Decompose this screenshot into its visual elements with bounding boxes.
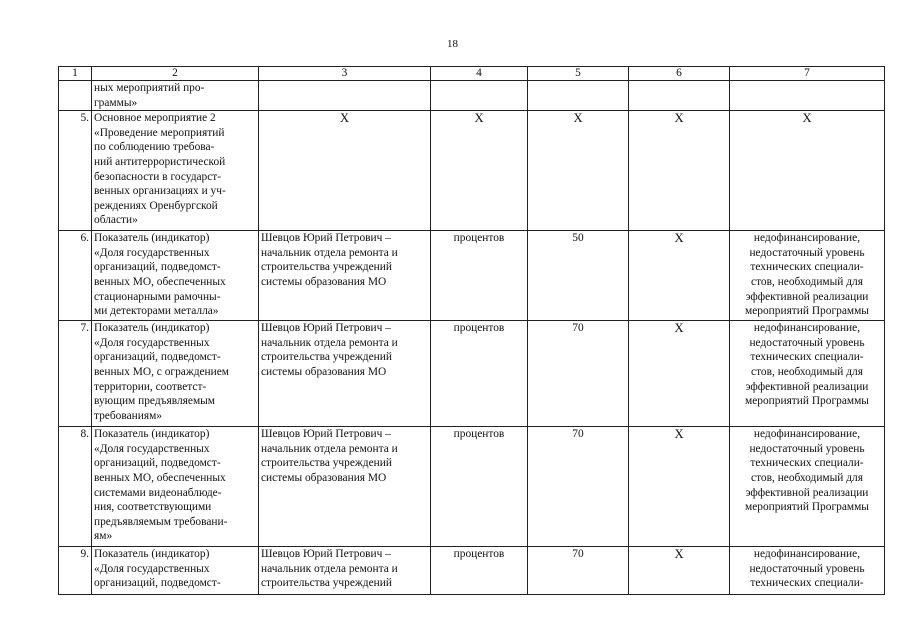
- measure-name-line: территории, соответст-: [94, 380, 207, 393]
- row-number: 6.: [59, 231, 92, 321]
- measures-table: [58, 66, 885, 595]
- responsible-line: начальник отдела ремонта и: [261, 562, 398, 575]
- value-cell: 70: [528, 321, 629, 427]
- responsible-line: Шевцов Юрий Петрович –: [261, 232, 391, 245]
- risk-line: технических специали-: [750, 457, 864, 470]
- responsible-line: начальник отдела ремонта и: [261, 336, 398, 349]
- risk-line: стов, необходимый для: [751, 471, 863, 484]
- risk-cell: [730, 81, 885, 111]
- row-number: 7.: [59, 321, 92, 427]
- risk-line: недостаточный уровень: [749, 442, 865, 455]
- column-header: 7: [730, 67, 885, 81]
- measure-name-line: Основное мероприятие 2: [94, 112, 216, 125]
- measure-name-line: венных организациях и уч-: [94, 185, 226, 198]
- measure-name-line: венных МО, обеспеченных: [94, 275, 226, 288]
- measure-name-line: ми детекторами металла»: [94, 305, 219, 318]
- measure-name-line: предъявляемым требовани-: [94, 515, 228, 528]
- unit-cell: процентов: [431, 231, 528, 321]
- risk-line: технических специали-: [750, 261, 864, 274]
- risk-line: недофинансирование,: [753, 428, 861, 441]
- table-row: [59, 427, 885, 547]
- risk-line: эффективной реализации: [745, 290, 869, 303]
- measure-name-line: организаций, подведомст-: [94, 457, 221, 470]
- measure-name-line: «Доля государственных: [94, 336, 210, 349]
- risk-line: недостаточный уровень: [749, 246, 865, 259]
- measure-name-line: реждениях Оренбургской: [94, 199, 218, 212]
- table-header-row: [59, 67, 885, 81]
- responsible-line: начальник отдела ремонта и: [261, 442, 398, 455]
- responsible-cell: [259, 321, 431, 427]
- responsible-line: строительства учреждений: [261, 261, 392, 274]
- measure-name-line: безопасности в государст-: [94, 170, 222, 183]
- responsible-x-mark: X: [259, 111, 431, 231]
- measure-name-line: Показатель (индикатор): [94, 322, 210, 335]
- measure-name-cell: [92, 111, 259, 231]
- responsible-line: Шевцов Юрий Петрович –: [261, 322, 391, 335]
- value-cell: 70: [528, 547, 629, 595]
- unit-cell: [431, 81, 528, 111]
- risk-cell: [730, 427, 885, 547]
- unit-cell: процентов: [431, 547, 528, 595]
- value-cell: [528, 81, 629, 111]
- responsible-line: начальник отдела ремонта и: [261, 246, 398, 259]
- risk-x-mark: X: [730, 111, 885, 231]
- risk-line: эффективной реализации: [745, 380, 869, 393]
- table-row: [59, 321, 885, 427]
- col6-x-mark: X: [629, 111, 730, 231]
- responsible-cell: [259, 231, 431, 321]
- responsible-cell: [259, 547, 431, 595]
- value-x-mark: X: [528, 111, 629, 231]
- measure-name-cell: [92, 321, 259, 427]
- measure-name-line: «Доля государственных: [94, 562, 210, 575]
- risk-line: недофинансирование,: [753, 322, 861, 335]
- responsible-cell: [259, 427, 431, 547]
- measure-name-cell: [92, 427, 259, 547]
- table-row: [59, 547, 885, 595]
- measure-name-line: по соблюдению требова-: [94, 141, 215, 154]
- row-number: [59, 81, 92, 111]
- measure-name-line: требованиям»: [94, 409, 162, 422]
- value-cell: 50: [528, 231, 629, 321]
- column-header: 1: [59, 67, 92, 81]
- table-row: [59, 81, 885, 111]
- row-number: 9.: [59, 547, 92, 595]
- responsible-line: строительства учреждений: [261, 457, 392, 470]
- measure-name-line: области»: [94, 214, 138, 227]
- column-header: 5: [528, 67, 629, 81]
- measure-name-cell: [92, 231, 259, 321]
- risk-line: мероприятий Программы: [745, 501, 869, 514]
- row-number: 5.: [59, 111, 92, 231]
- col6-x-mark: X: [629, 231, 730, 321]
- responsible-line: Шевцов Юрий Петрович –: [261, 548, 391, 561]
- measure-name-line: венных МО, с ограждением: [94, 365, 230, 378]
- measure-name-line: стационарными рамочны-: [94, 290, 221, 303]
- responsible-line: строительства учреждений: [261, 577, 392, 590]
- risk-line: стов, необходимый для: [751, 365, 863, 378]
- risk-line: мероприятий Программы: [745, 305, 869, 318]
- measure-name-line: Показатель (индикатор): [94, 232, 210, 245]
- table-row: [59, 111, 885, 231]
- risk-line: недостаточный уровень: [749, 562, 865, 575]
- measure-name-line: граммы»: [94, 96, 138, 109]
- measure-name-line: «Проведение мероприятий: [94, 126, 225, 139]
- measure-name-line: организаций, подведомст-: [94, 577, 221, 590]
- risk-line: эффективной реализации: [745, 486, 869, 499]
- measure-name-line: Показатель (индикатор): [94, 428, 210, 441]
- value-cell: 70: [528, 427, 629, 547]
- table-row: [59, 231, 885, 321]
- measure-name-line: «Доля государственных: [94, 442, 210, 455]
- col6-x-mark: X: [629, 547, 730, 595]
- measure-name-line: Показатель (индикатор): [94, 548, 210, 561]
- measure-name-line: вующим предъявляемым: [94, 395, 216, 408]
- responsible-line: системы образования МО: [261, 471, 387, 484]
- measure-name-line: венных МО, обеспеченных: [94, 471, 226, 484]
- column-header: 3: [259, 67, 431, 81]
- responsible-line: Шевцов Юрий Петрович –: [261, 428, 391, 441]
- unit-cell: процентов: [431, 427, 528, 547]
- measure-name-line: системами видеонаблюде-: [94, 486, 222, 499]
- risk-line: технических специали-: [750, 577, 864, 590]
- risk-cell: [730, 547, 885, 595]
- column-header: 4: [431, 67, 528, 81]
- column-header: 6: [629, 67, 730, 81]
- col6-x-mark: X: [629, 321, 730, 427]
- risk-cell: [730, 321, 885, 427]
- measure-name-cell: [92, 547, 259, 595]
- measure-name-line: «Доля государственных: [94, 246, 210, 259]
- risk-line: стов, необходимый для: [751, 275, 863, 288]
- measure-name-line: ний антитеррористической: [94, 155, 226, 168]
- responsible-line: системы образования МО: [261, 365, 387, 378]
- risk-line: недостаточный уровень: [749, 336, 865, 349]
- row-number: 8.: [59, 427, 92, 547]
- risk-cell: [730, 231, 885, 321]
- measure-name-line: ния, соответствующими: [94, 501, 212, 514]
- measure-name-line: организаций, подведомст-: [94, 261, 221, 274]
- measure-name-line: ных мероприятий про-: [94, 82, 205, 94]
- risk-line: недофинансирование,: [753, 548, 861, 561]
- column-header: 2: [92, 67, 259, 81]
- col6-x-mark: X: [629, 427, 730, 547]
- unit-cell: процентов: [431, 321, 528, 427]
- page-number: 18: [447, 38, 458, 50]
- risk-line: мероприятий Программы: [745, 395, 869, 408]
- col6-cell: [629, 81, 730, 111]
- measure-name-cell: [92, 81, 259, 111]
- responsible-cell: [259, 81, 431, 111]
- responsible-line: системы образования МО: [261, 275, 387, 288]
- risk-line: технических специали-: [750, 351, 864, 364]
- unit-x-mark: X: [431, 111, 528, 231]
- responsible-line: строительства учреждений: [261, 351, 392, 364]
- measure-name-line: организаций, подведомст-: [94, 351, 221, 364]
- risk-line: недофинансирование,: [753, 232, 861, 245]
- measure-name-line: ям»: [94, 530, 113, 543]
